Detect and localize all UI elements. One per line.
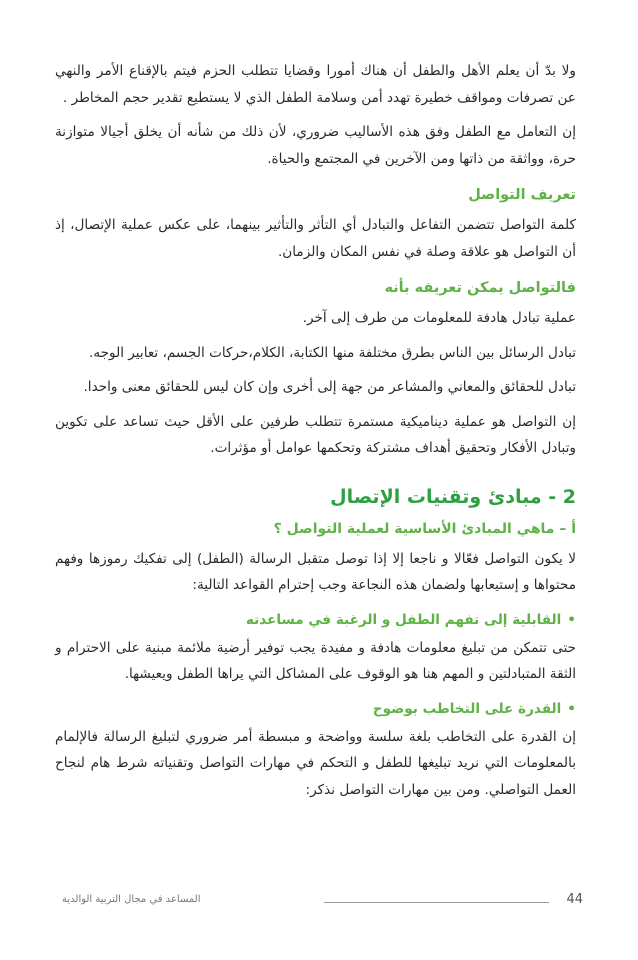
page-number: 44 xyxy=(566,892,583,907)
principles-paragraph: لا يكون التواصل فعّالا و ناجعا إلا إذا توصل متقبل الرسالة (الطفل) إلى تفكيك رموزها وفهم محتواها و إستيعابها ولضمان هذه النجاعة وجب إحترام القواعد التالية: xyxy=(55,550,576,593)
heading-definition: تعريف التواصل xyxy=(468,187,576,203)
bullet-2-title: القدرة على التخاطب بوضوح xyxy=(372,700,562,717)
bullet-2-heading xyxy=(55,696,576,722)
bullet-icon: • xyxy=(567,700,576,717)
intro-paragraph-2: إن التعامل مع الطفل وفق هذه الأساليب ضروري، لأن ذلك من شأنه أن يخلق أجيالا متوازنة حرة، وواثقة من ذاتها ومن الآخرين في المجتمع والحياة. xyxy=(55,124,576,167)
intro-paragraph-1: ولا بدّ أن يعلم الأهل والطفل أن هناك أمورا وقضايا تتطلب الحزم فيتم بالإقناع الأمر والنهي عن تصرفات ومواقف خطيرة تهدد أمن وسلامة الطفل الذي لا يستطيع تقدير حجم المخاطر . xyxy=(55,63,576,106)
page-content xyxy=(55,58,576,803)
bullet-1-title: القابلية إلى تفهم الطفل و الرغبة في مساعدته xyxy=(245,611,562,628)
page-footer xyxy=(62,892,583,912)
footer-divider xyxy=(324,902,549,903)
definition-paragraph: كلمة التواصل تتضمن التفاعل والتبادل أي التأثر والتأثير بينهما، على عكس عملية الإتصال، إذ أن التواصل هو علاقة وصلة في نفس المكان والزمان. xyxy=(55,217,576,260)
bullet-1-text: حتى تتمكن من تبليغ معلومات هادفة و مفيدة يجب توفير أرضية ملائمة مبنية على الاحترام و الثقة المتبادلتين و المهم هنا هو الوقوف على المشاكل التي يراها الطفل ويعيشها. xyxy=(55,639,576,682)
footer-book-title: المساعد في مجال التربية الوالدية xyxy=(62,894,201,905)
definition-item-4: إن التواصل هو عملية ديناميكية مستمرة تتطلب طرفين على الأقل حيث تساعد على تكوين وتبادل الأفكار وتحقيق أهداف مشتركة وتحكمها عوامل أو مؤثرات. xyxy=(55,413,576,456)
definition-item-1: عملية تبادل هادفة للمعلومات من طرف إلى آخر. xyxy=(302,310,576,326)
definition-item-2: تبادل الرسائل بين الناس بطرق مختلفة منها الكتابة، الكلام،حركات الجسم، تعابير الوجه. xyxy=(89,344,576,361)
bullet-icon: • xyxy=(567,611,576,628)
heading-can-define: فالتواصل يمكن تعريفه بأنه xyxy=(384,280,576,296)
bullet-2-text: إن القدرة على التخاطب بلغة سلسة وواضحة و مبسطة أمر ضروري لتبليغ الرسالة فالإلمام بالمعلومات التي نريد تبليغها للطفل و التحكم في مهارات التواصل وتقنياته شرط هام لنجاح العمل التواصلي. ومن بين مهارات التواصل نذكر: xyxy=(55,728,576,798)
section-title: 2 - مبادئ وتقنيات الإتصال xyxy=(330,485,576,508)
bullet-1-heading xyxy=(55,607,576,633)
question-title: أ – ماهي المبادئ الأساسية لعملية التواصل ؟ xyxy=(273,520,576,537)
definition-item-3: تبادل للحقائق والمعاني والمشاعر من جهة إلى أخرى وإن كان ليس للحقائق معنى واحدا. xyxy=(83,379,576,395)
